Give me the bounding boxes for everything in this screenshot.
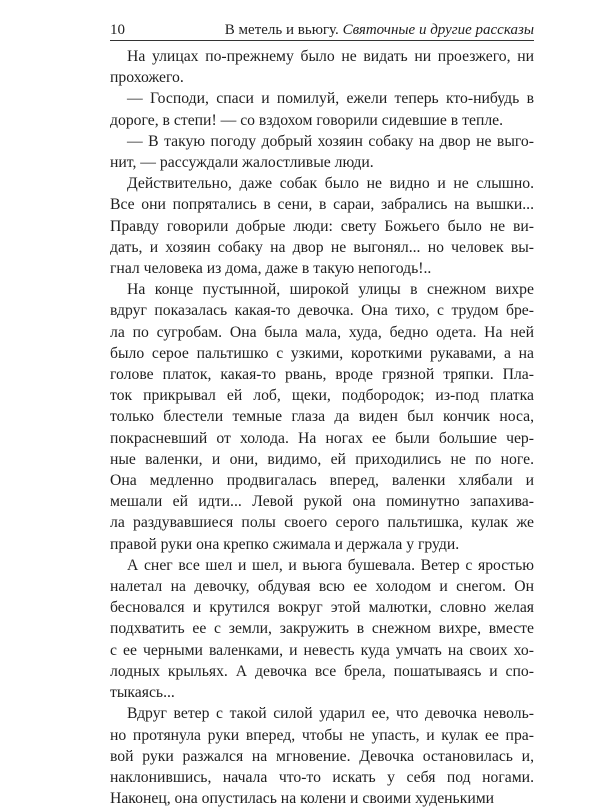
text-line: нит, — рассуждали жалостливые люди. [110, 154, 374, 172]
text-line: А снег все шел и шел, и вьюга бушевала. Ветер с яростью [127, 556, 534, 574]
text-line: На конце пустынной, широкой улицы в снежном вихре [127, 281, 534, 299]
running-title-subtitle: Святочные и другие рассказы [342, 22, 534, 38]
text-line: с ее черными валенками, и невесть куда умчать на своих хо- [110, 641, 534, 659]
paragraph [110, 279, 534, 555]
text-line: покрасневший от холода. На ногах ее были большие чер- [110, 429, 534, 447]
text-line: Правду говорили добрые люди: свету Божьего было не ви- [110, 217, 534, 235]
text-line: Она медленно продвигалась вперед, валенки хлябали и [110, 472, 534, 490]
text-line: На улицах по-прежнему было не видать ни проезжего, ни [127, 48, 534, 65]
text-line: ла раздувавшиеся полы своего серого пальтишка, кулак же [110, 514, 534, 532]
text-line: гнал человека из дома, даже в такую непогодь!.. [110, 260, 432, 278]
text-line: но протянула руки вперед, чтобы не упасть, и кулак ее пра- [110, 726, 534, 744]
paragraph [110, 173, 534, 279]
text-line: мешали ей идти... Левой рукой она поминутно запахива- [110, 493, 534, 511]
text-line: бесновался и крутился вокруг этой малютки, словно желая [110, 599, 534, 617]
text-line: дороге, в степи! — со вздохом говорили сидевшие в тепле. [110, 111, 504, 129]
header-rule [110, 40, 534, 41]
text-line: Действительно, даже собак было не видно и не слышно. [127, 175, 534, 193]
running-title-main: В метель и вьюгу. [224, 22, 339, 38]
text-line: ток прикрывал ей лоб, щеки, подбородок; из-под платка [110, 387, 534, 405]
paragraph [110, 88, 534, 130]
text-line: наклонившись, начала что-то искать у себя под ногами. [110, 768, 534, 786]
text-line: ла по сугробам. Она была мала, худа, бедно одета. На ней [110, 323, 534, 341]
paragraph [110, 703, 534, 809]
text-line: налетал на девочку, обдувая всю ее холодом и снегом. Он [110, 578, 534, 596]
text-line: вой руки разжался на мгновение. Девочка остановилась и, [110, 747, 534, 765]
text-line: ные валенки, и они, видимо, ей приходились не по ноге. [110, 450, 534, 468]
text-line: правой руки она крепко сжимала и держала у груди. [110, 535, 460, 553]
text-line: лодных крыльях. А девочка все брела, пошатываясь и спо- [110, 662, 534, 680]
text-line: дать, и хозяин собаку на двор не выгонял... но человек вы- [110, 238, 534, 256]
text-line: подхватить ее с земли, закружить в снежном вихре, вместе [110, 620, 534, 638]
text-line: было серое пальтишко с узкими, короткими рукавами, а на [110, 344, 534, 362]
page-number: 10 [110, 22, 125, 38]
text-line: только блестели темные глаза да виден был кончик носа, [110, 408, 534, 426]
page-header [110, 18, 534, 40]
text-line: Вдруг ветер с такой силой ударил ее, что девочка неволь- [127, 705, 534, 723]
text-line: прохожего. [110, 69, 184, 87]
running-title [225, 20, 534, 40]
text-line: Все они попрятались в сени, в сараи, забрались на вышки... [110, 196, 534, 214]
paragraph [110, 555, 534, 703]
paragraph [110, 46, 534, 88]
paragraph [110, 131, 534, 173]
body-text [110, 46, 534, 809]
text-line: голове платок, какая-то рвань, вроде грязной тряпки. Пла- [110, 366, 534, 384]
text-line: — Господи, спаси и помилуй, ежели теперь кто-нибудь в [127, 90, 534, 108]
text-line: тыкаясь... [110, 684, 175, 702]
text-line: вдруг показалась какая-то девочка. Она тихо, с трудом бре- [110, 302, 534, 320]
text-line: Наконец, она опустилась на колени и своими худенькими [110, 790, 495, 808]
text-line: — В такую погоду добрый хозяин собаку на двор не выго- [127, 132, 534, 150]
